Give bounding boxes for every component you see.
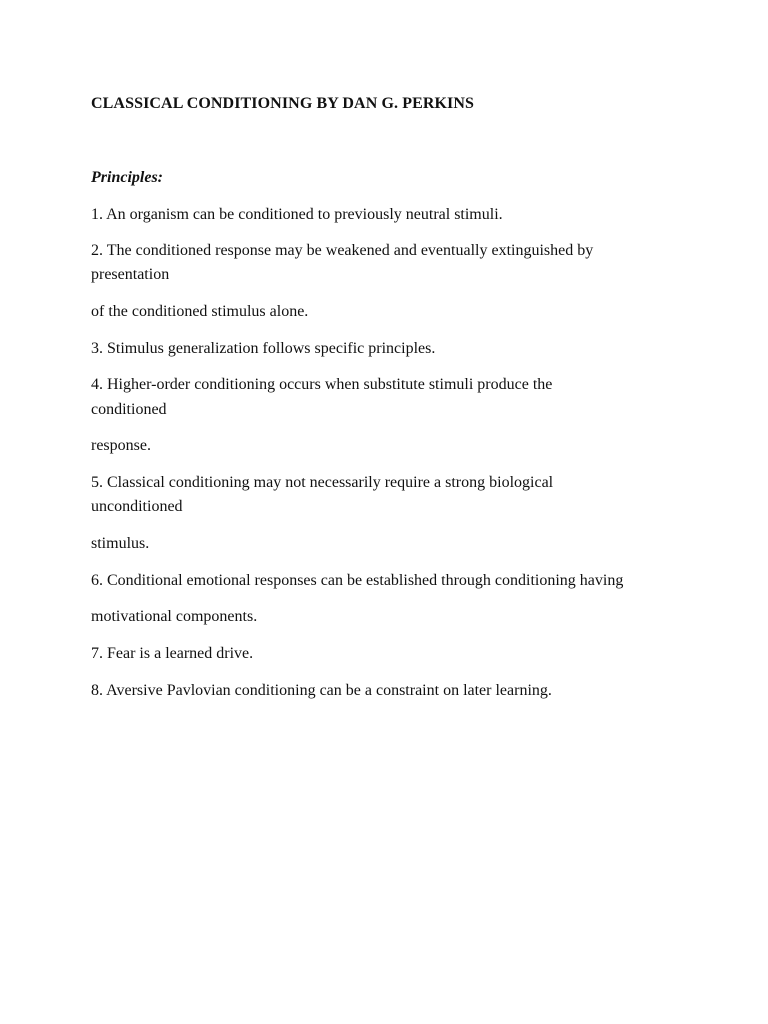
principle-6-cont: motivational components.	[91, 608, 258, 625]
principle-4: 4. Higher-order conditioning occurs when substitute stimuli produce the	[91, 376, 553, 393]
principle-4-cont: conditioned	[91, 401, 167, 418]
principle-8: 8. Aversive Pavlovian conditioning can be a constraint on later learning.	[91, 682, 552, 699]
principle-3: 3. Stimulus generalization follows specific principles.	[91, 340, 436, 357]
principle-2: 2. The conditioned response may be weakened and eventually extinguished by	[91, 242, 594, 259]
principle-5-cont: unconditioned	[91, 498, 183, 515]
section-heading: Principles:	[91, 169, 163, 186]
principle-5-cont-2: stimulus.	[91, 535, 150, 552]
principle-5: 5. Classical conditioning may not necessarily require a strong biological	[91, 474, 554, 491]
principle-4-cont-2: response.	[91, 437, 151, 454]
principle-1: 1. An organism can be conditioned to previously neutral stimuli.	[91, 206, 503, 223]
principle-7: 7. Fear is a learned drive.	[91, 645, 254, 662]
principle-6: 6. Conditional emotional responses can be established through conditioning having	[91, 572, 624, 589]
document-title: CLASSICAL CONDITIONING BY DAN G. PERKINS	[91, 95, 475, 112]
principle-2-cont: presentation	[91, 266, 170, 283]
principle-2-cont-2: of the conditioned stimulus alone.	[91, 303, 309, 320]
